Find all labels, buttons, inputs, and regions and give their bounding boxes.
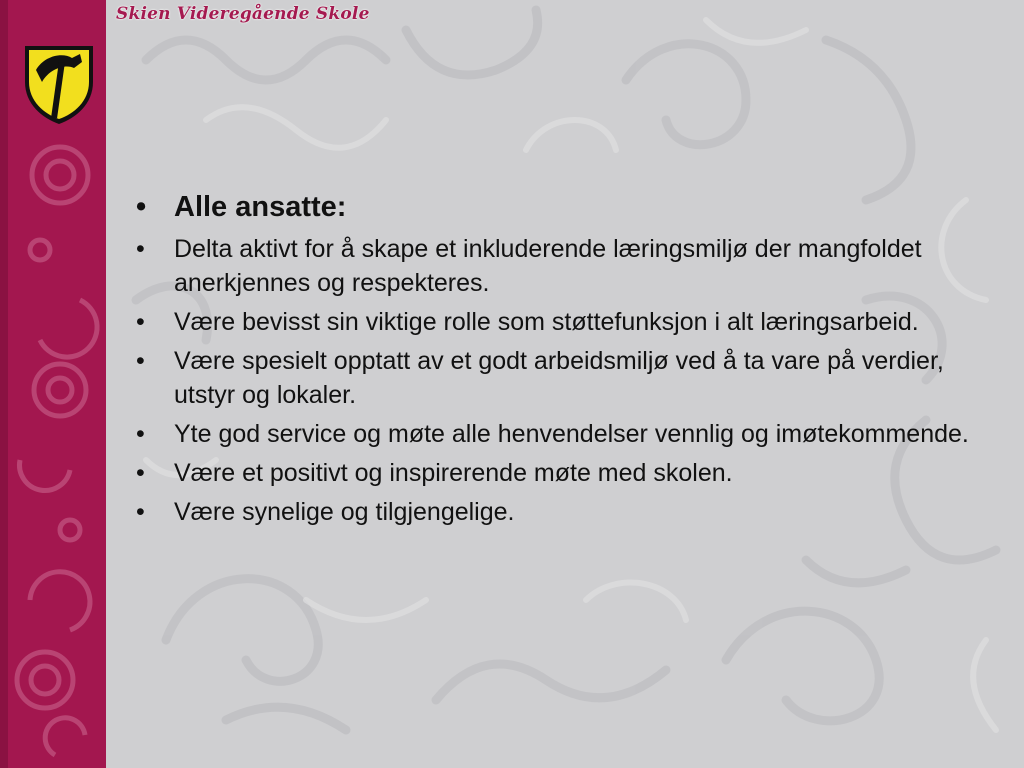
list-item [136,232,976,300]
list-item [136,344,976,412]
bullet-icon: • [136,308,145,336]
slide-content [136,190,976,534]
list-item [136,456,976,490]
bullet-icon: • [136,420,145,448]
bullet-text: Yte god service og møte alle henvendelser vennlig og imøtekommende. [174,420,969,448]
bullet-text: Være synelige og tilgjengelige. [174,498,515,526]
bullet-heading [136,190,976,224]
list-item [136,417,976,451]
bullet-text: Delta aktivt for å skape et inkluderende læringsmiljø der mangfoldet anerkjennes og respekteres. [174,235,922,297]
bullet-icon: • [136,191,147,223]
bullet-icon: • [136,459,145,487]
bullet-text: Alle ansatte: [174,191,347,223]
axe-shield-icon [22,42,96,126]
bullet-icon: • [136,347,145,375]
bullet-icon: • [136,235,145,263]
bullet-icon: • [136,498,145,526]
list-item [136,495,976,529]
bullet-text: Være spesielt opptatt av et godt arbeidsmiljø ved å ta vare på verdier, utstyr og lokaler. [174,347,944,409]
bullet-text: Være bevisst sin viktige rolle som støttefunksjon i alt læringsarbeid. [174,308,919,336]
school-name: Skien Videregående Skole [116,4,370,24]
list-item [136,305,976,339]
bullet-list [136,190,976,529]
bullet-text: Være et positivt og inspirerende møte med skolen. [174,459,733,487]
